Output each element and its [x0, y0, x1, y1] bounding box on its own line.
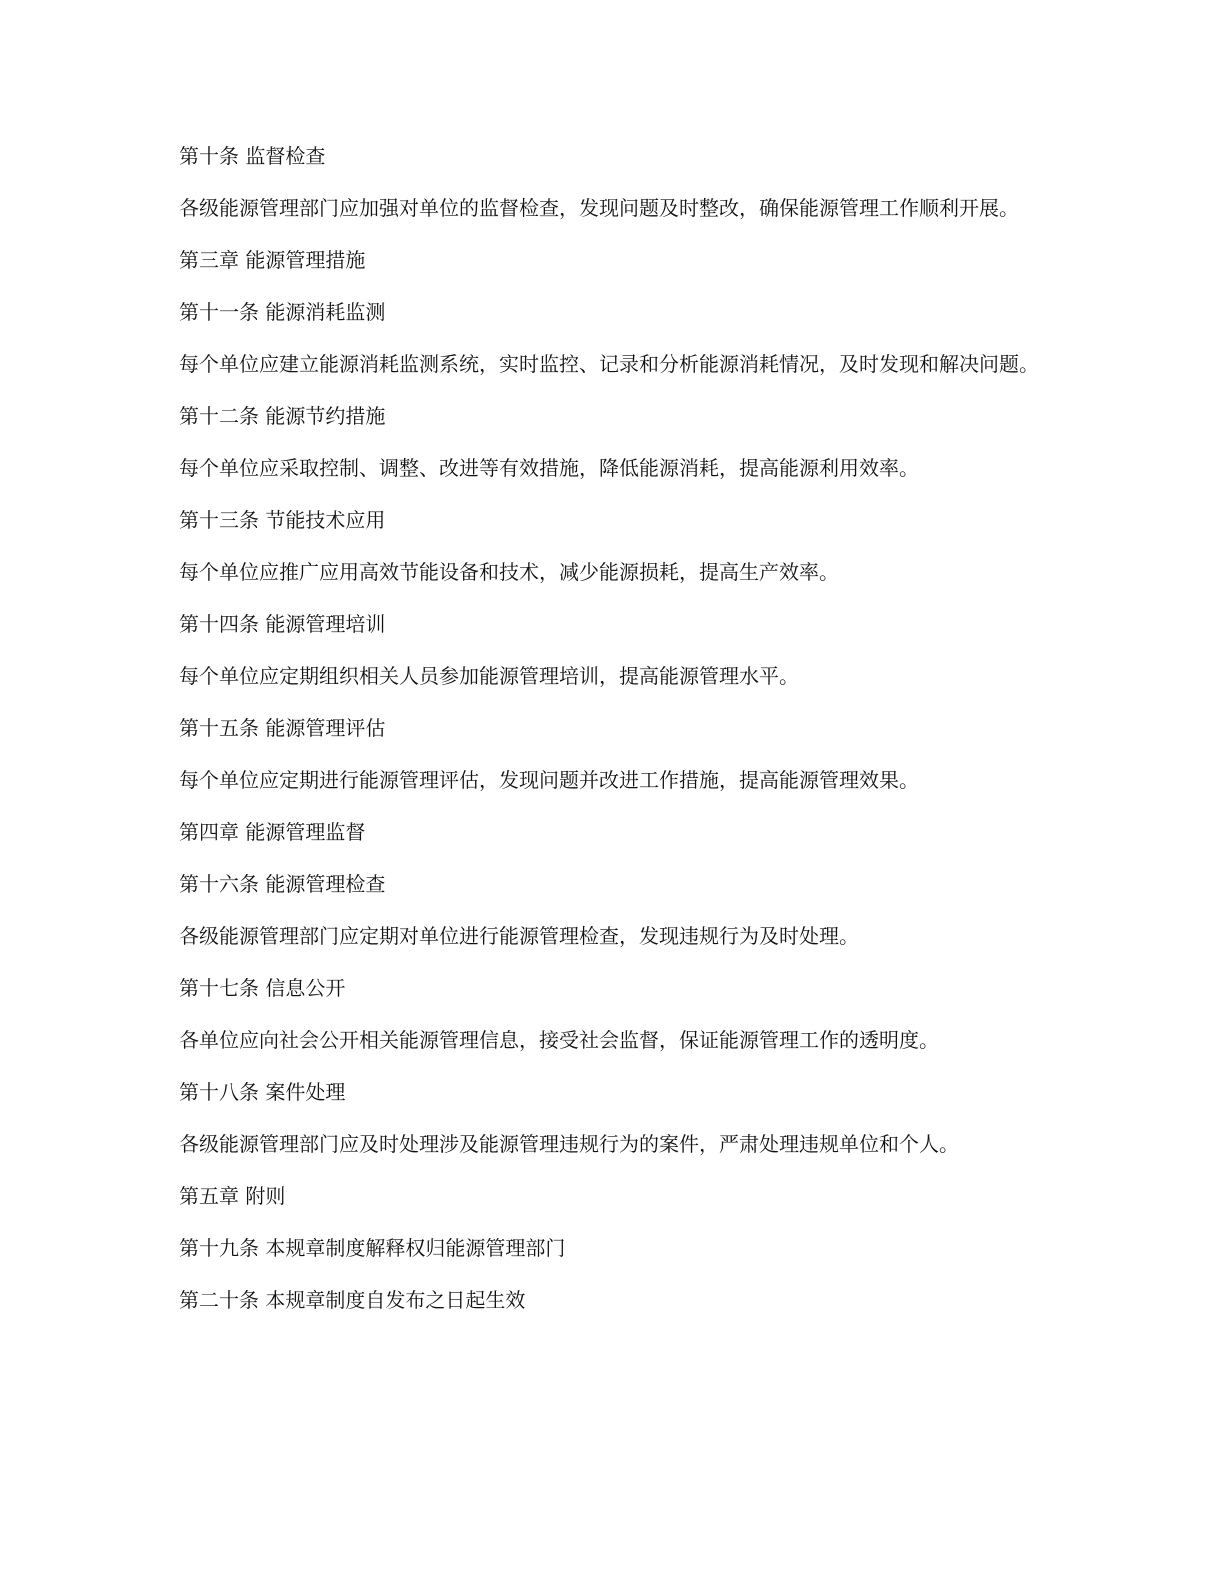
article-body-10: 各级能源管理部门应加强对单位的监督检查，发现问题及时整改，确保能源管理工作顺利开展。	[179, 196, 1019, 220]
article-title-12: 第十二条 能源节约措施	[179, 404, 386, 428]
article-body-16: 各级能源管理部门应定期对单位进行能源管理检查，发现违规行为及时处理。	[179, 924, 859, 948]
article-title-14: 第十四条 能源管理培训	[179, 612, 386, 636]
article-body-13: 每个单位应推广应用高效节能设备和技术，减少能源损耗，提高生产效率。	[179, 560, 839, 584]
article-body-17: 各单位应向社会公开相关能源管理信息，接受社会监督，保证能源管理工作的透明度。	[179, 1028, 939, 1052]
article-body-15: 每个单位应定期进行能源管理评估，发现问题并改进工作措施，提高能源管理效果。	[179, 768, 919, 792]
article-title-11: 第十一条 能源消耗监测	[179, 300, 386, 324]
chapter-title-4: 第四章 能源管理监督	[179, 820, 366, 844]
article-title-17: 第十七条 信息公开	[179, 976, 346, 1000]
article-body-18: 各级能源管理部门应及时处理涉及能源管理违规行为的案件，严肃处理违规单位和个人。	[179, 1132, 959, 1156]
article-title-18: 第十八条 案件处理	[179, 1080, 346, 1104]
article-title-19: 第十九条 本规章制度解释权归能源管理部门	[179, 1236, 566, 1260]
article-body-12: 每个单位应采取控制、调整、改进等有效措施，降低能源消耗，提高能源利用效率。	[179, 456, 919, 480]
document-body	[179, 139, 1039, 1335]
article-body-14: 每个单位应定期组织相关人员参加能源管理培训，提高能源管理水平。	[179, 664, 799, 688]
article-title-13: 第十三条 节能技术应用	[179, 508, 386, 532]
article-body-11: 每个单位应建立能源消耗监测系统，实时监控、记录和分析能源消耗情况，及时发现和解决问题。	[179, 352, 1039, 376]
chapter-title-5: 第五章 附则	[179, 1184, 286, 1208]
article-title-20: 第二十条 本规章制度自发布之日起生效	[179, 1288, 526, 1312]
chapter-title-3: 第三章 能源管理措施	[179, 248, 366, 272]
article-title-16: 第十六条 能源管理检查	[179, 872, 386, 896]
article-title-10: 第十条 监督检查	[179, 144, 326, 168]
article-title-15: 第十五条 能源管理评估	[179, 716, 386, 740]
